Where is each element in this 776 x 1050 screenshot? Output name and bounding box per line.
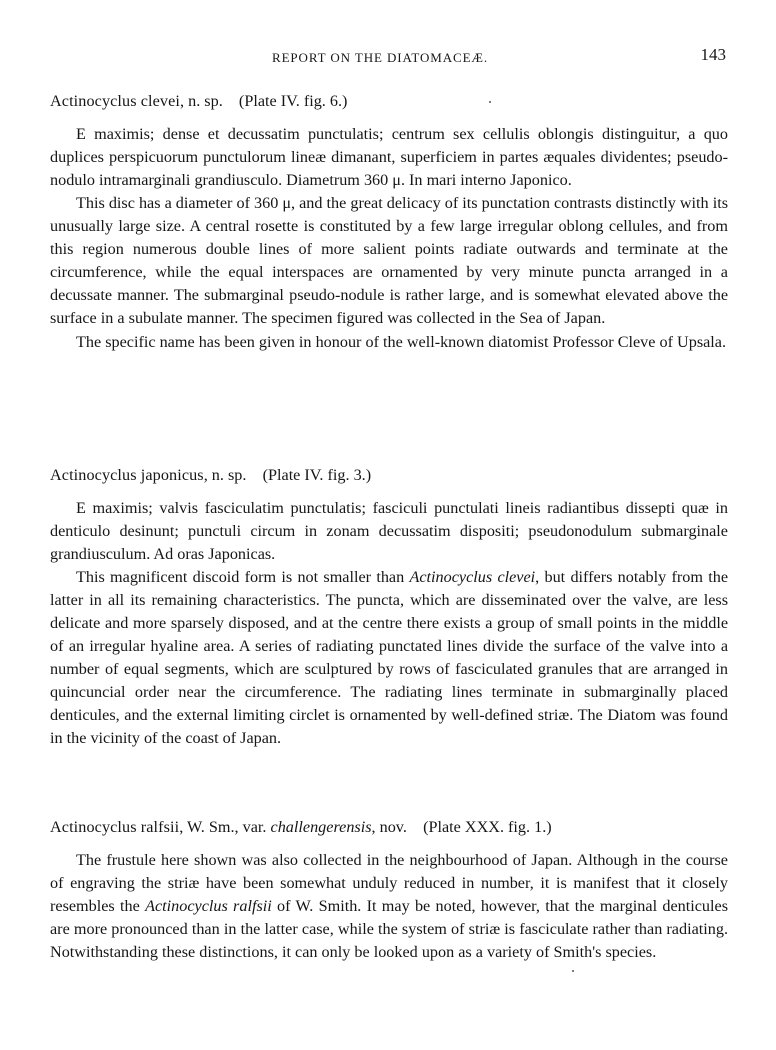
entry-heading <box>50 816 728 838</box>
description-paragraph <box>50 849 728 964</box>
taxon-name: Actinocyclus ralfsii <box>50 818 180 836</box>
italic-taxon-reference: Actinocyclus ralfsii <box>145 897 272 915</box>
text-run: This magnificent discoid form is not smaller than <box>76 568 410 586</box>
entry-actinocyclus-ralfsii <box>50 816 728 965</box>
taxon-name: Actinocyclus clevei <box>50 92 181 110</box>
latin-diagnosis: E maximis; dense et decussatim punctulatis; centrum sex cellulis oblongis distinguitur, a quo duplices perspicuorum punctulorum lineæ dimanant, superficiem in partes æquales dividentes; pseudo-nodulo intramarginali grandiusculo. Diametrum 360 μ. In mari interno Japonico. <box>50 125 728 189</box>
entry-actinocyclus-japonicus <box>50 464 728 751</box>
entry-heading <box>50 464 728 486</box>
running-head <box>0 44 776 74</box>
heading-plate-reference: , n. sp. (Plate IV. fig. 3.) <box>203 466 372 484</box>
text-run: of W. Smith. It may be noted, however, that the marginal denticules are more pronounced than in the latter case, while the system of striæ is fasciculate rather than radiating. Notwithstanding these distinctions, it can only be looked upon as a variety of Smith's species. <box>50 897 728 961</box>
variety-name: challengerensis <box>270 818 372 836</box>
latin-diagnosis: E maximis; valvis fasciculatim punctulatis; fasciculi punctulati lineis radiantibus dissepti quæ in denticulo desinunt; punctuli circum in zonam decussatim dispositi; pseudonodulum submarginale grandiusculum. Ad oras Japonicas. <box>50 499 728 563</box>
entry-body <box>50 849 728 964</box>
italic-taxon-reference: Actinocyclus clevei <box>409 568 536 586</box>
text-run: , but differs notably from the latter in all its remaining characteristics. The puncta, which are disseminated over the valve, are less delicate and more sparsely disposed, and at the centre there exists a group of small points in the middle of an irregular hyaline area. A series of radiating punctated lines divide the surface of the valve into a number of equal segments, which are sculptured by rows of fasciculated granules that are arranged in quincuncial order near the circumference. The radiating lines terminate in submarginally placed denticules, and the external limiting circlet is ornamented by well-defined striæ. The Diatom was found in the vicinity of the coast of Japan. <box>50 568 728 747</box>
running-title: REPORT ON THE DIATOMACEÆ. <box>272 50 489 65</box>
page-number: 143 <box>700 45 726 64</box>
heading-plate-reference: , nov. (Plate XXX. fig. 1.) <box>371 818 552 836</box>
etymology-paragraph: The specific name has been given in honour of the well-known diatomist Professor Cleve of Upsala. <box>76 333 727 351</box>
entry-body <box>50 497 728 750</box>
taxon-name: Actinocyclus japonicus <box>50 466 204 484</box>
heading-plate-reference: , n. sp. (Plate IV. fig. 6.) <box>180 92 348 110</box>
entry-actinocyclus-clevei <box>50 90 728 355</box>
description-paragraph: This disc has a diameter of 360 μ, and the great delicacy of its punctation contrasts distinctly with its unusually large size. A central rosette is constituted by a few large irregular oblong cellules, and from this region numerous double lines of more salient points radiate outwards and terminate at the circumference, while the equal interspaces are ornamented by very minute puncta arranged in a decussate manner. The submarginal pseudo-nodule is rather large, and is somewhat elevated above the surface in a subulate manner. The specimen figured was collected in the Sea of Japan. <box>50 194 728 327</box>
entry-heading <box>50 90 728 112</box>
print-speck <box>489 101 491 103</box>
entry-body <box>50 123 728 354</box>
text-run: The frustule here shown was also collected in the neighbourhood of Japan. Although in the course of engraving the striæ have been somewhat unduly reduced in number, it is manifest that it closely resembles the <box>50 851 728 915</box>
description-paragraph <box>50 566 728 750</box>
print-speck <box>572 970 574 972</box>
taxon-authority: , W. Sm., var. <box>179 818 271 836</box>
